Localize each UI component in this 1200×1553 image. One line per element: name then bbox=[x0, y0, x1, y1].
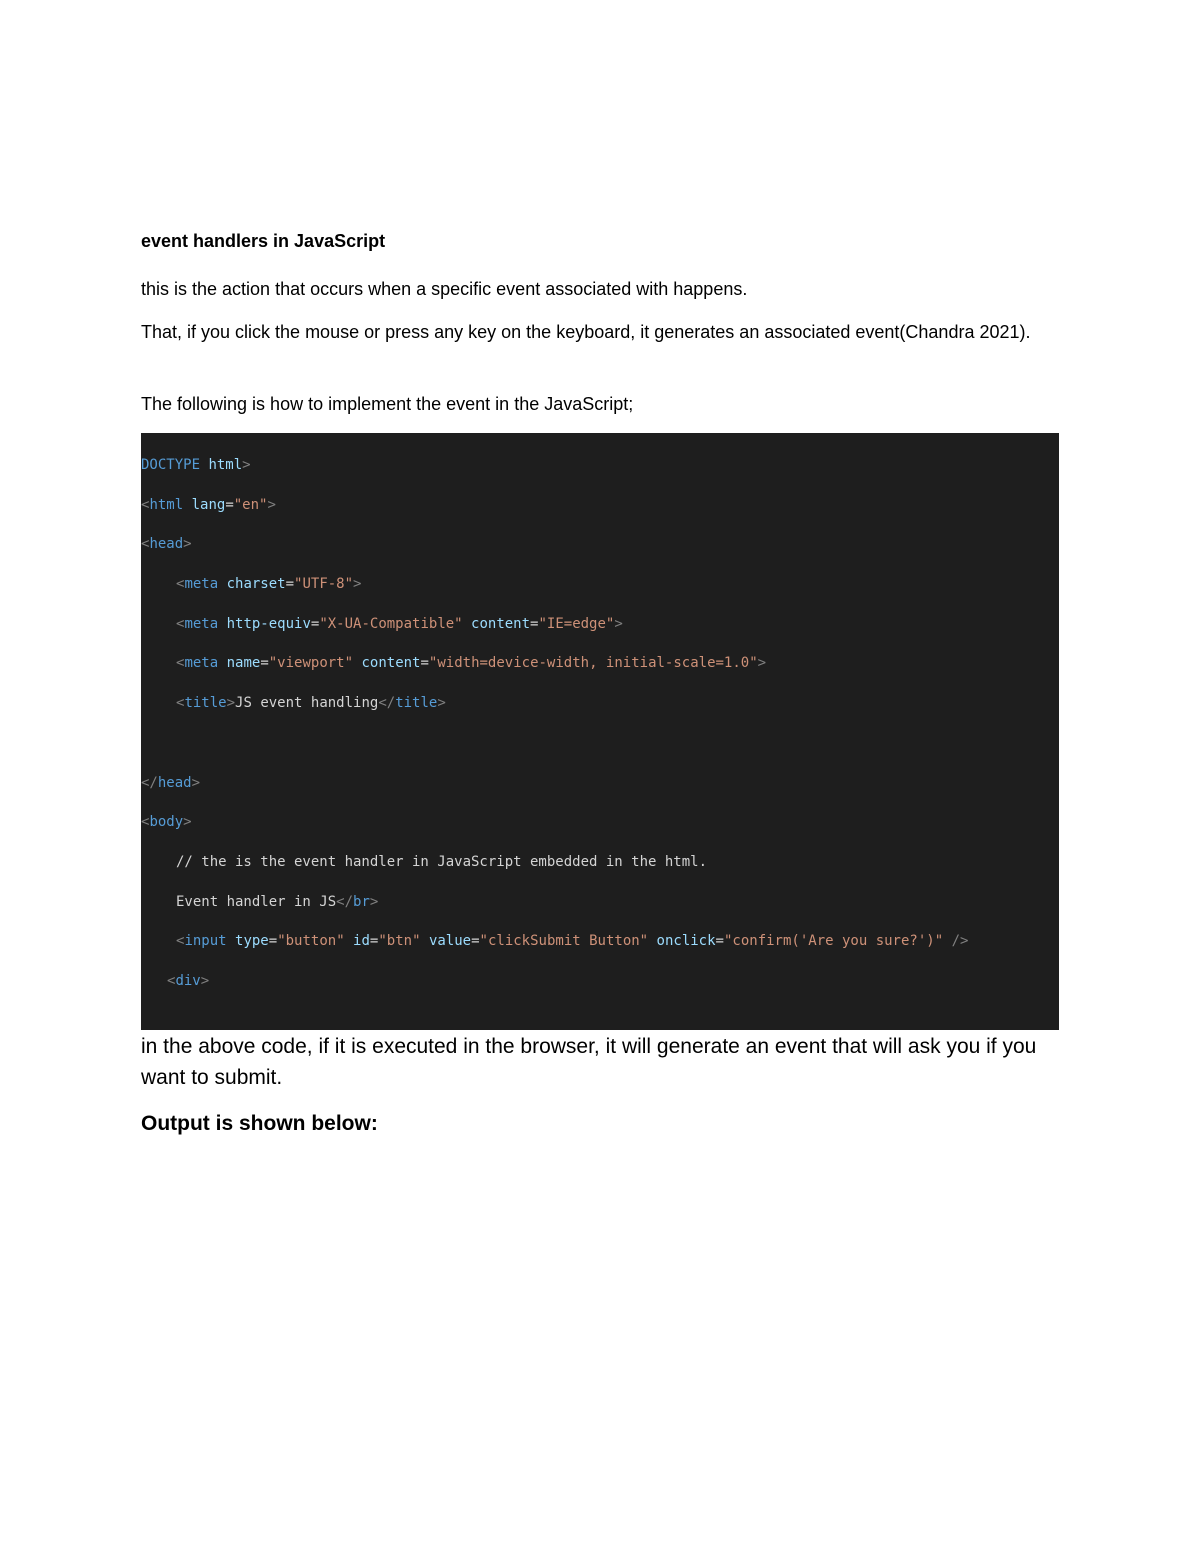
code-line-meta-charset bbox=[141, 574, 1059, 614]
code-line-html-open bbox=[141, 495, 1059, 535]
section-heading: event handlers in JavaScript bbox=[141, 231, 386, 251]
code-token: = bbox=[420, 655, 429, 672]
code-token: = bbox=[225, 496, 234, 513]
code-token: = bbox=[530, 615, 539, 632]
code-token: div bbox=[175, 972, 201, 989]
code-token: > bbox=[267, 496, 276, 513]
code-token: < bbox=[176, 655, 185, 672]
code-line-head-close bbox=[141, 773, 1059, 813]
code-token: value bbox=[420, 933, 472, 950]
code-token: onclick bbox=[648, 933, 716, 950]
code-token: id bbox=[344, 933, 370, 950]
code-token: /> bbox=[943, 933, 969, 950]
code-token: meta bbox=[184, 615, 219, 632]
code-token: < bbox=[176, 933, 185, 950]
code-token: > bbox=[200, 972, 210, 989]
code-token: charset bbox=[218, 576, 286, 593]
code-line-meta-compat bbox=[141, 614, 1059, 654]
code-token: html bbox=[149, 496, 184, 513]
code-token: title bbox=[184, 695, 227, 712]
code-token: > bbox=[614, 615, 623, 632]
code-token: </ bbox=[141, 774, 158, 791]
paragraph-example: That, if you click the mouse or press any key on the keyboard, it generates an associated event(Chandra 2021). bbox=[141, 322, 1031, 342]
code-token: lang bbox=[183, 496, 226, 513]
code-token: "button" bbox=[277, 933, 345, 950]
code-line-meta-viewport bbox=[141, 653, 1059, 693]
code-token: "X-UA-Compatible" bbox=[319, 615, 463, 632]
code-token: // the is the event handler in JavaScript embedded in the html. bbox=[176, 853, 708, 870]
code-token: name bbox=[218, 655, 261, 672]
code-token: http-equiv bbox=[218, 615, 311, 632]
code-token: Event handler in JS bbox=[176, 893, 337, 910]
code-line-div-open bbox=[141, 971, 1059, 1011]
code-token: input bbox=[184, 933, 227, 950]
code-token: > bbox=[369, 893, 379, 910]
code-line-head-open bbox=[141, 534, 1059, 574]
code-token: > bbox=[437, 695, 446, 712]
code-token: meta bbox=[184, 576, 219, 593]
code-token: > bbox=[757, 655, 767, 672]
code-token: > bbox=[226, 695, 236, 712]
code-line-doctype bbox=[141, 455, 1059, 495]
paragraph-code-explanation: in the above code, if it is executed in the browser, it will generate an event that will ask you if you want to submit. bbox=[141, 1035, 1037, 1089]
code-token: content bbox=[353, 655, 421, 672]
code-token: "clickSubmit Button" bbox=[479, 933, 649, 950]
code-line-body-open bbox=[141, 812, 1059, 852]
code-token: content bbox=[462, 615, 531, 632]
code-token: < bbox=[167, 972, 176, 989]
code-line-blank bbox=[141, 733, 1059, 773]
code-token: </ bbox=[378, 695, 396, 712]
code-token: </ bbox=[336, 893, 354, 910]
code-line-comment bbox=[141, 852, 1059, 892]
code-token: = bbox=[369, 933, 379, 950]
code-block bbox=[141, 433, 1059, 1030]
code-line-title bbox=[141, 693, 1059, 733]
code-token: "viewport" bbox=[268, 655, 354, 672]
code-token: "btn" bbox=[378, 933, 421, 950]
code-token: type bbox=[226, 933, 269, 950]
code-token: head bbox=[149, 536, 184, 553]
code-token: meta bbox=[184, 655, 219, 672]
code-token: < bbox=[176, 615, 185, 632]
code-token: = bbox=[285, 576, 295, 593]
code-token: = bbox=[260, 655, 269, 672]
code-token: "en" bbox=[233, 496, 268, 513]
code-token: < bbox=[141, 496, 150, 513]
paragraph-definition: this is the action that occurs when a specific event associated with happens. bbox=[141, 279, 748, 299]
code-token: "UTF-8" bbox=[294, 576, 354, 593]
code-token: > bbox=[191, 774, 201, 791]
paragraph-intro-code: The following is how to implement the event in the JavaScript; bbox=[141, 394, 634, 414]
code-token: > bbox=[242, 457, 251, 473]
code-line-input bbox=[141, 931, 1059, 971]
code-token: < bbox=[176, 695, 185, 712]
code-token: = bbox=[471, 933, 480, 950]
code-token: = bbox=[715, 933, 724, 950]
code-line-event-text bbox=[141, 892, 1059, 932]
code-token: > bbox=[183, 536, 192, 553]
code-token: > bbox=[353, 576, 362, 593]
code-token: "IE=edge" bbox=[538, 615, 615, 632]
code-token: < bbox=[141, 536, 150, 553]
code-token: < bbox=[176, 576, 185, 593]
code-token: < bbox=[141, 814, 150, 831]
code-token: "confirm('Are you sure?')" bbox=[723, 933, 944, 950]
code-token: > bbox=[183, 814, 192, 831]
code-token: = bbox=[310, 615, 320, 632]
code-token: title bbox=[395, 695, 438, 712]
code-token: = bbox=[268, 933, 278, 950]
code-token: html bbox=[200, 457, 243, 473]
code-token: body bbox=[149, 814, 184, 831]
code-token: JS event handling bbox=[235, 695, 379, 712]
output-label: Output is shown below: bbox=[141, 1112, 378, 1135]
code-token: DOCTYPE bbox=[141, 457, 201, 473]
code-token: head bbox=[157, 774, 192, 791]
code-token: "width=device-width, initial-scale=1.0" bbox=[428, 655, 758, 672]
code-token: br bbox=[353, 893, 370, 910]
